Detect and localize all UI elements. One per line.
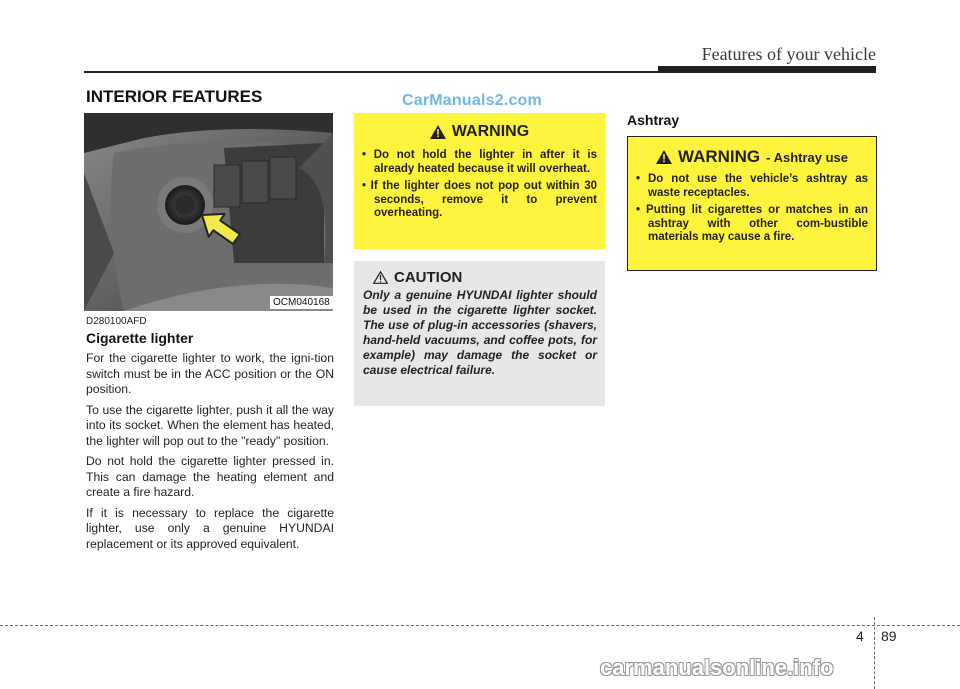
footer-divider bbox=[874, 617, 875, 689]
cigarette-lighter-photo bbox=[84, 113, 333, 311]
list-item: • Do not hold the lighter in after it is already heated because it will overheat. bbox=[362, 149, 597, 175]
footer-rule bbox=[0, 625, 960, 626]
warning-title-row bbox=[362, 123, 597, 141]
page-number: 89 bbox=[881, 628, 897, 644]
watermark-top[interactable]: CarManuals2.com bbox=[402, 92, 542, 109]
ashtray-warning-title: WARNING bbox=[677, 147, 761, 166]
warning-list bbox=[362, 149, 597, 221]
paragraph: Do not hold the cigarette lighter pressed in. This can damage the heating element and create a fire hazard. bbox=[86, 454, 334, 499]
chapter-number: 4 bbox=[856, 628, 864, 644]
list-item: • Putting lit cigarettes or matches in an ashtray with other com-bustible materials may cause a fire. bbox=[636, 204, 868, 243]
ashtray-warning-list bbox=[636, 173, 868, 245]
ashtray-warning-subtitle: - Ashtray use bbox=[766, 149, 849, 165]
header-rule-accent bbox=[658, 66, 876, 72]
caution-box bbox=[354, 261, 605, 406]
caution-triangle-icon bbox=[373, 271, 388, 284]
paragraph: For the cigarette lighter to work, the igni-tion switch must be in the ACC position or the ON position. bbox=[86, 351, 334, 396]
caution-title: CAUTION bbox=[394, 269, 463, 286]
warning-title: WARNING bbox=[451, 123, 530, 140]
caution-text: Only a genuine HYUNDAI lighter should be used in the cigarette lighter socket. The use of plug-in accessories (shavers, hand-held vacuums, and coffee pots, for example) may damage the socket or cause electrical failure. bbox=[363, 288, 597, 377]
caution-title-row bbox=[373, 269, 597, 286]
ashtray-warning-box bbox=[627, 136, 877, 271]
cigarette-lighter-body bbox=[86, 351, 334, 557]
list-item: • If the lighter does not pop out within 30 seconds, remove it to prevent overheating. bbox=[362, 180, 597, 219]
photo-code: OCM040168 bbox=[270, 296, 333, 309]
watermark-bottom[interactable]: carmanualsonline.info bbox=[600, 655, 834, 680]
ashtray-warning-title-row bbox=[636, 147, 868, 167]
paragraph: To use the cigarette lighter, push it all the way into its socket. When the element has heated, the lighter will pop out to the "ready" position. bbox=[86, 402, 334, 448]
paragraph: If it is necessary to replace the cigarette lighter, use only a genuine HYUNDAI replacement or its approved equivalent. bbox=[86, 505, 334, 551]
warning-box bbox=[354, 113, 605, 249]
section-title: Features of your vehicle bbox=[701, 44, 876, 64]
interior-features-heading: INTERIOR FEATURES bbox=[86, 87, 263, 106]
warning-triangle-icon bbox=[430, 125, 446, 139]
section-code: D280100AFD bbox=[86, 316, 147, 327]
list-item: • Do not use the vehicle’s ashtray as waste receptacles. bbox=[636, 173, 868, 199]
cigarette-lighter-heading: Cigarette lighter bbox=[86, 330, 194, 346]
warning-triangle-icon bbox=[656, 150, 672, 164]
ashtray-heading: Ashtray bbox=[627, 112, 680, 128]
